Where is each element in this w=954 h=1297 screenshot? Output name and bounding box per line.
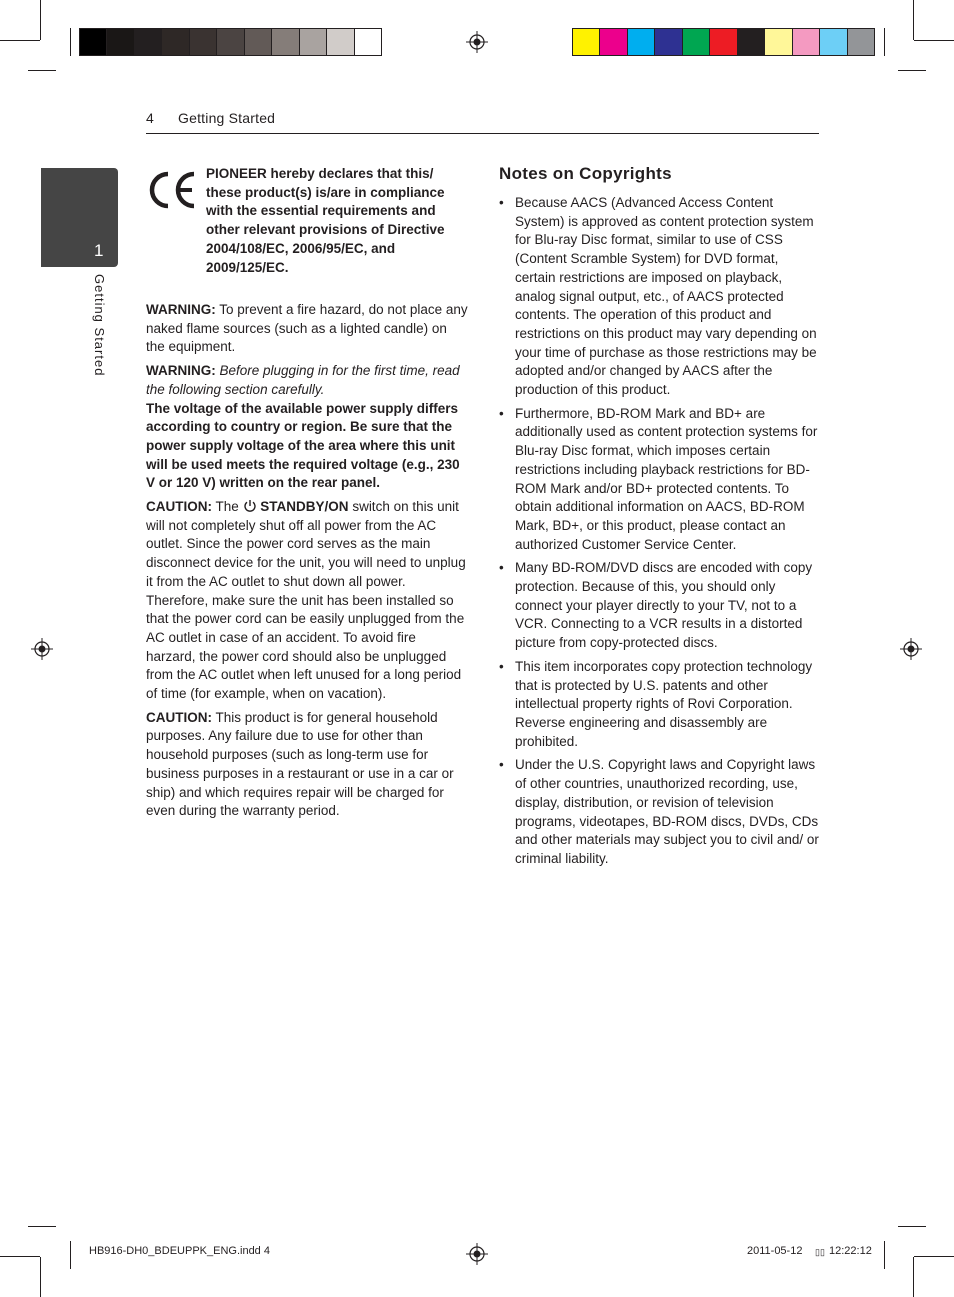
list-item: [499, 756, 821, 868]
registration-mark-icon: [466, 31, 488, 53]
crop-mark: [884, 28, 885, 56]
color-swatch: [683, 29, 710, 55]
color-swatch: [300, 29, 327, 55]
color-swatch: [628, 29, 655, 55]
footer-glyph: ▯▯: [815, 1247, 825, 1257]
color-swatch: [107, 29, 134, 55]
crop-mark: [40, 1257, 41, 1297]
header-rule: [146, 133, 819, 134]
crop-mark: [28, 70, 56, 71]
crop-mark: [914, 1256, 954, 1257]
crop-mark: [0, 40, 40, 41]
crop-mark: [28, 1226, 56, 1227]
list-item-text: Because AACS (Advanced Access Content System) is approved as content protection system for Blu-ray Disc format, similar to use of CSS (Content Scramble System) for DVD format, certain restrictions are imposed on playback, analog signal output, etc., of AACS protected contents. The operation of this product and restrictions on this product may vary depending on your time of purchase as those restrictions may be adopted and/or changed by AACS after the production of this product.: [515, 195, 817, 398]
color-swatch: [600, 29, 627, 55]
footer-time: 12:22:12: [829, 1245, 872, 1257]
caution-household: CAUTION: This product is for general household purposes. Any failure due to use for other than household purposes (such as long-term use for business purposes in a restaurant or use in a car or ship) and which requires repair will be charged for even during the warranty period.: [146, 709, 454, 819]
bullet: •: [499, 658, 504, 674]
crop-mark: [0, 1256, 40, 1257]
color-swatch: [710, 29, 737, 55]
color-swatch: [355, 29, 381, 55]
list-item-text: Many BD-ROM/DVD discs are encoded with copy protection. Because of this, you should only connect your player directly to your TV, not to a VCR. Connecting to a VCR results in a distorted picture from copy-protected discs.: [515, 560, 813, 651]
color-swatch: [793, 29, 820, 55]
side-tab-label: Getting Started: [92, 274, 107, 377]
color-swatch: [327, 29, 354, 55]
color-swatch: [655, 29, 682, 55]
bullet: •: [499, 560, 504, 576]
section-title: Getting Started: [178, 110, 276, 126]
footer-file-name: HB916-DH0_BDEUPPK_ENG.indd 4: [89, 1245, 270, 1257]
color-swatch: [162, 29, 189, 55]
crop-mark: [70, 28, 71, 56]
footer-date: 2011-05-12: [747, 1245, 803, 1257]
process-color-bar: [572, 28, 875, 56]
crop-mark: [898, 1226, 926, 1227]
chapter-number: 1: [94, 241, 104, 260]
copyright-notes-list: [499, 194, 821, 874]
list-item: [499, 559, 821, 653]
bullet: •: [499, 757, 504, 773]
crop-mark: [913, 1257, 914, 1297]
list-item: [499, 658, 821, 752]
color-swatch: [573, 29, 600, 55]
ce-declaration: PIONEER hereby declares that this/ these product(s) is/are in compliance with the essential requirements and other relevant provisions of Directive 2004/108/EC, 2006/95/EC, and 2009/125/EC.: [206, 166, 445, 275]
crop-mark: [40, 0, 41, 40]
left-column: [146, 301, 468, 826]
list-item-text: Furthermore, BD-ROM Mark and BD+ are additionally used as content protection systems for Blu-ray Disc format, which imposes certain restrictions including playback restrictions for BD-ROM Mark and/or BD+ protected contents. To obtain additional information on AACS, BD-ROM Mark, BD+, or this product, please contact an authorized Customer Service Center.: [515, 405, 818, 552]
color-swatch: [272, 29, 299, 55]
chapter-tab: [41, 168, 118, 267]
color-swatch: [245, 29, 272, 55]
caution-standby: CAUTION: The STANDBY/ON switch on this unit will not completely shut off all power from the AC outlet. Since the power cord serves as the main disconnect device for the unit, you will need to unplug it from the AC outlet to shut down all power. Therefore, make sure the unit has been installed so that the power cord can be easily unplugged from the AC outlet in case of an accident. To avoid fire harzard, the power cord should also be unplugged from the AC outlet when left unused for a long period of time (for example, when on vacation).: [146, 499, 466, 702]
registration-mark-icon: [31, 638, 53, 660]
registration-mark-icon: [466, 1243, 488, 1265]
grayscale-color-bar: [79, 28, 382, 56]
color-swatch: [738, 29, 765, 55]
copyright-heading: Notes on Copyrights: [499, 164, 672, 183]
warning-plug: WARNING: Before plugging in for the first time, read the following section carefully.: [146, 363, 460, 397]
color-swatch: [765, 29, 792, 55]
page-number: 4: [146, 110, 154, 126]
crop-mark: [898, 70, 926, 71]
color-swatch: [135, 29, 162, 55]
color-swatch: [848, 29, 874, 55]
crop-mark: [913, 0, 914, 40]
bullet: •: [499, 405, 504, 421]
list-item: [499, 405, 821, 555]
color-swatch: [190, 29, 217, 55]
color-swatch: [217, 29, 244, 55]
list-item: [499, 194, 821, 400]
ce-mark-icon: [146, 170, 198, 210]
voltage-notice: The voltage of the available power supply differs according to country or region. Be sure that the power supply voltage of the area where this unit will be used meets the required voltage (e.g., 230 V or 120 V) written on the rear panel.: [146, 400, 460, 491]
registration-mark-icon: [900, 638, 922, 660]
warning-fire: WARNING: To prevent a fire hazard, do not place any naked flame sources (such as a lighted candle) on the equipment.: [146, 302, 468, 355]
bullet: •: [499, 195, 504, 210]
list-item-text: Under the U.S. Copyright laws and Copyright laws of other countries, unauthorized recording, use, display, distribution, or revision of television programs, videotapes, BD-ROM discs, DVDs, CDs and other materials may subject you to civil and/ or criminal liability.: [515, 757, 819, 866]
color-swatch: [80, 29, 107, 55]
crop-mark: [884, 1241, 885, 1269]
crop-mark: [914, 40, 954, 41]
crop-mark: [70, 1241, 71, 1269]
power-icon: [243, 499, 257, 513]
list-item-text: This item incorporates copy protection technology that is protected by U.S. patents and other intellectual property rights of Rovi Corporation. Reverse engineering and disassembly are prohibited.: [515, 658, 813, 749]
color-swatch: [820, 29, 847, 55]
